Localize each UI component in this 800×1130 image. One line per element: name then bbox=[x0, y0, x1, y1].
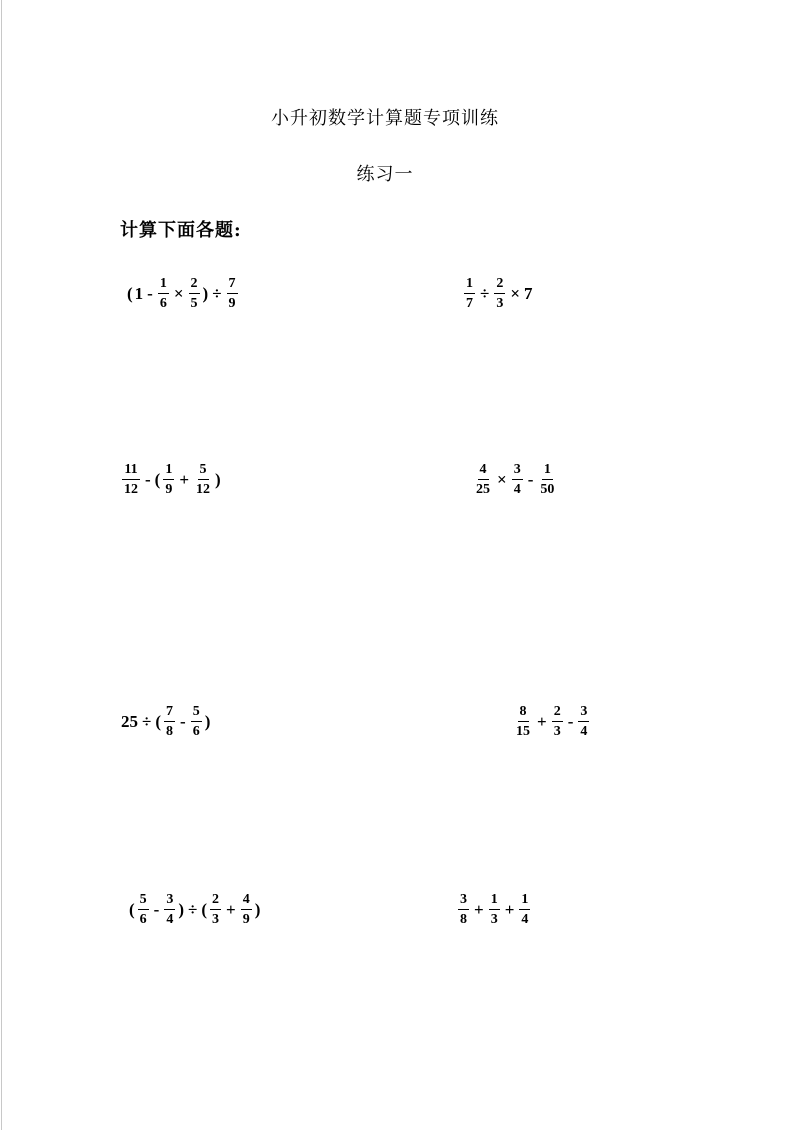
exercise-heading: 练习一 bbox=[356, 164, 414, 185]
problem-7 bbox=[128, 892, 261, 928]
fraction-numerator: 2 bbox=[494, 276, 505, 294]
fraction bbox=[464, 276, 475, 312]
operator: ÷ bbox=[212, 284, 222, 304]
fraction bbox=[227, 276, 238, 312]
fraction-denominator: 5 bbox=[190, 296, 198, 312]
fraction bbox=[164, 892, 175, 928]
fraction-numerator: 1 bbox=[158, 276, 169, 294]
fraction-denominator: 9 bbox=[242, 912, 250, 928]
fraction-denominator: 25 bbox=[476, 482, 490, 498]
expression-term: ( bbox=[154, 470, 161, 490]
fraction-denominator: 3 bbox=[496, 296, 504, 312]
operator: - bbox=[567, 712, 574, 732]
fraction-denominator: 3 bbox=[490, 912, 498, 928]
operator: × bbox=[173, 284, 184, 304]
fraction-numerator: 5 bbox=[191, 704, 202, 722]
operator: - bbox=[147, 284, 153, 304]
fraction bbox=[241, 892, 252, 928]
fraction-numerator: 1 bbox=[489, 892, 500, 910]
fraction-numerator: 3 bbox=[458, 892, 469, 910]
operator: - bbox=[180, 712, 186, 732]
instruction-text: 计算下面各题: bbox=[120, 220, 242, 241]
expression-term: ) bbox=[178, 900, 185, 920]
fraction-denominator: 15 bbox=[516, 724, 530, 740]
operator: - bbox=[153, 900, 160, 920]
fraction bbox=[191, 704, 202, 740]
page-title: 小升初数学计算题专项训练 bbox=[271, 108, 499, 129]
fraction-denominator: 12 bbox=[124, 482, 138, 498]
fraction-numerator: 11 bbox=[122, 462, 139, 480]
problem-1 bbox=[126, 276, 240, 312]
fraction-denominator: 12 bbox=[196, 482, 211, 498]
fraction bbox=[489, 892, 500, 928]
expression-term: ( bbox=[201, 900, 208, 920]
fraction-numerator: 7 bbox=[227, 276, 238, 294]
problem-2 bbox=[462, 276, 534, 312]
operator: × bbox=[497, 470, 507, 490]
fraction bbox=[138, 892, 149, 928]
fraction-denominator: 4 bbox=[513, 482, 521, 498]
fraction-denominator: 9 bbox=[228, 296, 236, 312]
expression-term: 7 bbox=[524, 284, 533, 304]
problem-4 bbox=[472, 462, 558, 498]
fraction bbox=[158, 276, 169, 312]
expression-term: ) bbox=[215, 470, 221, 490]
fraction-numerator: 8 bbox=[518, 704, 529, 722]
fraction bbox=[210, 892, 221, 928]
fraction-denominator: 8 bbox=[460, 912, 467, 928]
expression-term: ( bbox=[127, 284, 133, 304]
fraction-numerator: 3 bbox=[578, 704, 589, 722]
fraction-numerator: 2 bbox=[552, 704, 563, 722]
fraction-denominator: 50 bbox=[540, 482, 555, 498]
fraction-denominator: 8 bbox=[166, 724, 174, 740]
fraction-numerator: 7 bbox=[164, 704, 175, 722]
fraction-numerator: 3 bbox=[512, 462, 523, 480]
fraction bbox=[474, 462, 492, 498]
operator: + bbox=[537, 712, 547, 732]
fraction bbox=[189, 276, 200, 312]
fraction bbox=[458, 892, 469, 928]
fraction-denominator: 4 bbox=[166, 912, 174, 928]
fraction bbox=[163, 462, 174, 498]
fraction-denominator: 6 bbox=[159, 296, 167, 312]
expression-term: 1 bbox=[134, 284, 144, 304]
fraction-numerator: 2 bbox=[189, 276, 200, 294]
fraction-numerator: 5 bbox=[198, 462, 209, 480]
fraction-numerator: 1 bbox=[542, 462, 553, 480]
fraction bbox=[519, 892, 530, 928]
fraction bbox=[514, 704, 532, 740]
problem-8 bbox=[456, 892, 532, 928]
fraction-numerator: 1 bbox=[163, 462, 174, 480]
fraction bbox=[538, 462, 556, 498]
fraction bbox=[512, 462, 523, 498]
expression-term: ) bbox=[202, 284, 209, 304]
fraction-denominator: 3 bbox=[212, 912, 220, 928]
operator: + bbox=[226, 900, 236, 920]
expression-term: ) bbox=[204, 712, 211, 732]
fraction-denominator: 6 bbox=[192, 724, 200, 740]
fraction-numerator: 1 bbox=[464, 276, 475, 294]
problem-6 bbox=[512, 704, 591, 740]
problem-3 bbox=[120, 462, 222, 498]
expression-term: 25 bbox=[121, 712, 138, 732]
fraction-numerator: 1 bbox=[519, 892, 530, 910]
operator: ÷ bbox=[188, 900, 198, 920]
fraction-numerator: 3 bbox=[164, 892, 175, 910]
fraction-numerator: 4 bbox=[241, 892, 252, 910]
problem-5 bbox=[120, 704, 211, 740]
fraction-denominator: 3 bbox=[553, 724, 561, 740]
expression-term: ( bbox=[155, 712, 162, 732]
fraction-numerator: 4 bbox=[478, 462, 489, 480]
fraction bbox=[494, 276, 505, 312]
operator: × bbox=[510, 284, 521, 304]
operator: ÷ bbox=[142, 712, 152, 732]
operator: ÷ bbox=[480, 284, 490, 304]
fraction bbox=[194, 462, 212, 498]
fraction-numerator: 5 bbox=[138, 892, 149, 910]
fraction bbox=[578, 704, 589, 740]
expression-term: ) bbox=[254, 900, 261, 920]
operator: + bbox=[504, 900, 515, 920]
operator: - bbox=[145, 470, 151, 490]
fraction bbox=[122, 462, 140, 498]
expression-term: ( bbox=[129, 900, 135, 920]
operator: + bbox=[179, 470, 190, 490]
operator: - bbox=[527, 470, 534, 490]
operator: + bbox=[474, 900, 484, 920]
fraction-denominator: 4 bbox=[521, 912, 529, 928]
fraction-denominator: 7 bbox=[466, 296, 473, 312]
fraction bbox=[552, 704, 563, 740]
fraction-denominator: 4 bbox=[580, 724, 588, 740]
fraction bbox=[164, 704, 175, 740]
fraction-numerator: 2 bbox=[210, 892, 221, 910]
fraction-denominator: 9 bbox=[165, 482, 173, 498]
fraction-denominator: 6 bbox=[139, 912, 147, 928]
